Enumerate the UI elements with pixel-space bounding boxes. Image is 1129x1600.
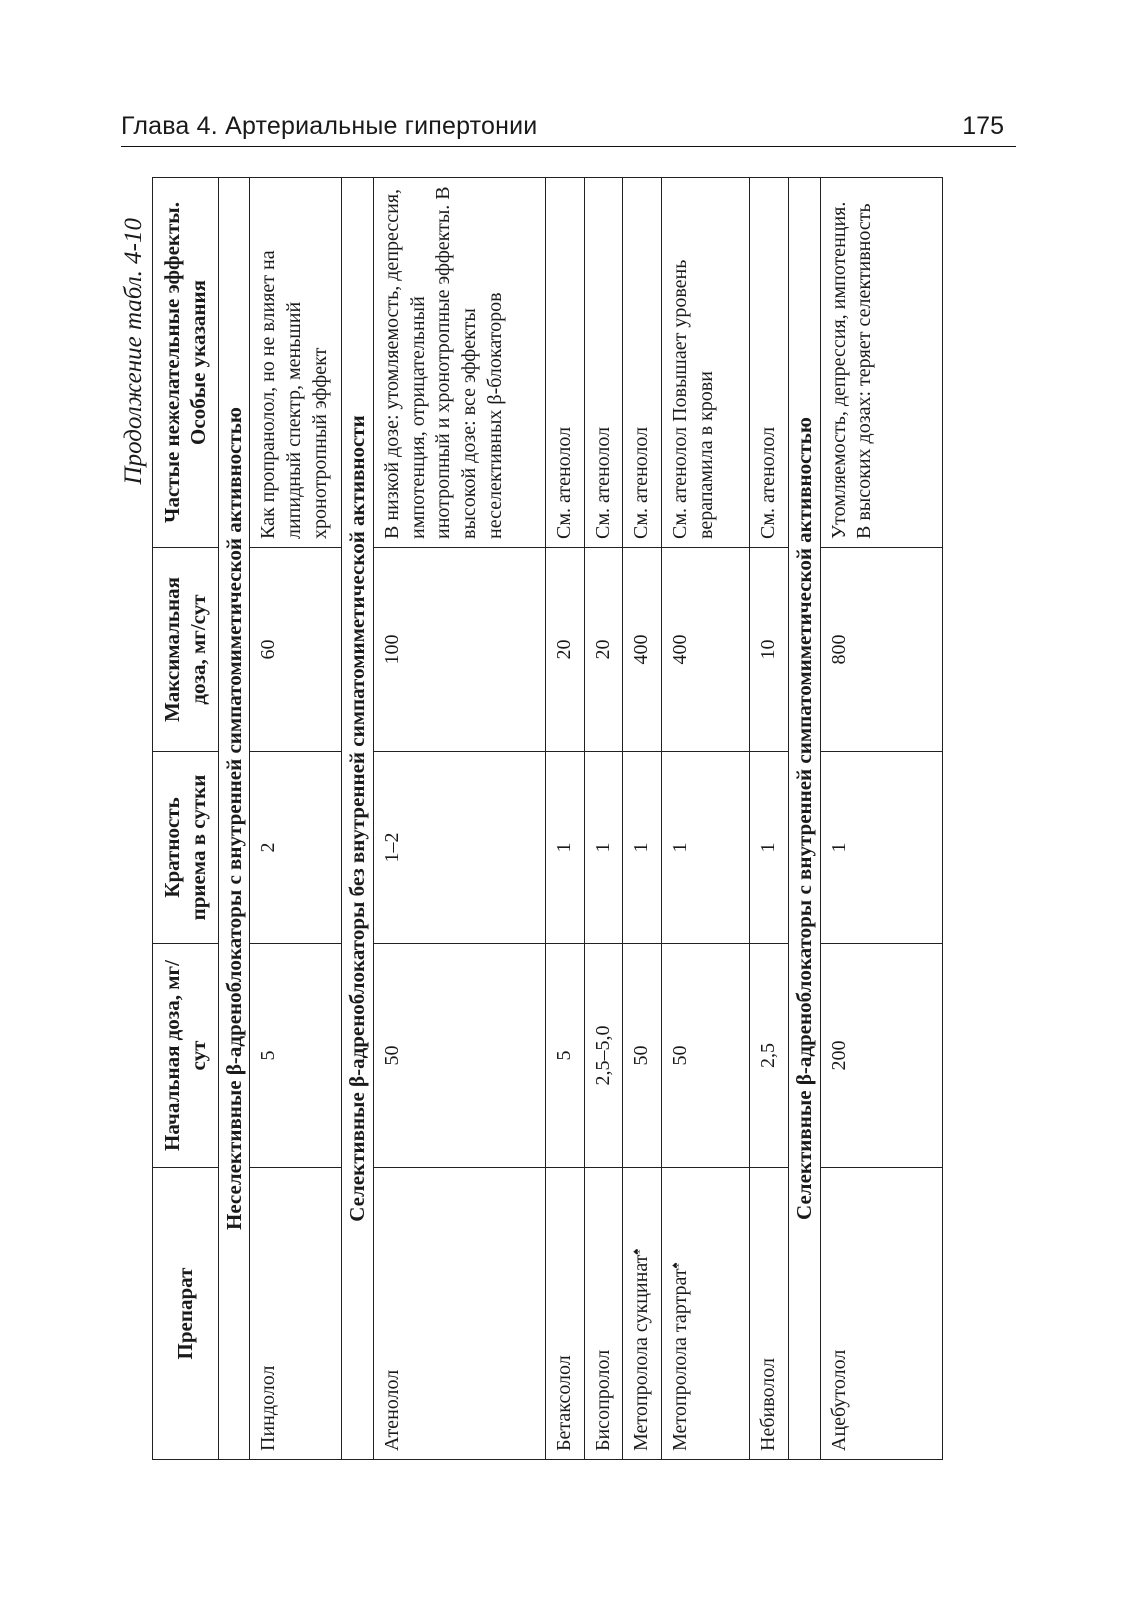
page-header	[121, 108, 1016, 147]
start-dose: 50	[374, 944, 546, 1168]
table-row	[584, 178, 623, 1460]
spade-mark: ♠	[630, 1248, 643, 1255]
table-row	[750, 178, 789, 1460]
notes: См. атенолол	[584, 178, 623, 548]
table-row	[820, 178, 942, 1460]
notes: См. атенолол	[546, 178, 585, 548]
section-row	[788, 178, 820, 1460]
table-row	[623, 178, 662, 1460]
start-dose: 50	[623, 944, 662, 1168]
table-row	[250, 178, 342, 1460]
col-header-max-dose: Максимальная доза, мг/сут	[153, 548, 219, 752]
drug-name-cell	[662, 1168, 750, 1460]
chapter-title: Глава 4. Артериальные гипертонии	[121, 112, 538, 140]
max-dose: 60	[250, 548, 342, 752]
frequency: 1	[584, 752, 623, 944]
max-dose: 10	[750, 548, 789, 752]
page-number: 175	[962, 112, 1004, 140]
max-dose: 800	[820, 548, 942, 752]
notes: См. атенолол	[623, 178, 662, 548]
frequency: 1	[662, 752, 750, 944]
start-dose: 2,5–5,0	[584, 944, 623, 1168]
table-row	[374, 178, 546, 1460]
section-title: Селективные β-адреноблокаторы без внутренней симпатомиметической активности	[342, 178, 374, 1460]
start-dose: 5	[250, 944, 342, 1168]
notes: Как пропранолол, но не влияет на липидный спектр, меньший хронотропный эффект	[250, 178, 342, 548]
max-dose: 400	[623, 548, 662, 752]
col-header-frequency: Кратность приема в сутки	[153, 752, 219, 944]
start-dose: 200	[820, 944, 942, 1168]
col-header-start-dose: Начальная доза, мг/сут	[153, 944, 219, 1168]
max-dose: 20	[546, 548, 585, 752]
table-caption: Продолжение табл. 4-10	[120, 218, 147, 485]
frequency: 1	[750, 752, 789, 944]
drug-name: Атенолол	[374, 1168, 546, 1460]
col-header-drug: Препарат	[153, 1168, 219, 1460]
frequency: 1	[820, 752, 942, 944]
start-dose: 5	[546, 944, 585, 1168]
max-dose: 20	[584, 548, 623, 752]
start-dose: 2,5	[750, 944, 789, 1168]
section-row	[218, 178, 250, 1460]
table-row	[662, 178, 750, 1460]
drug-name: Ацебутолол	[820, 1168, 942, 1460]
table-header-row	[153, 178, 219, 1460]
notes: См. атенолол	[750, 178, 789, 548]
frequency: 1–2	[374, 752, 546, 944]
section-title: Селективные β-адреноблокаторы с внутренней симпатомиметической активностью	[788, 178, 820, 1460]
frequency: 1	[623, 752, 662, 944]
drug-name: Небиволол	[750, 1168, 789, 1460]
section-title: Неселективные β-адреноблокаторы с внутренней симпатомиметической активностью	[218, 178, 250, 1460]
notes: См. атенолол Повышает уровень верапамила в крови	[662, 178, 750, 548]
frequency: 1	[546, 752, 585, 944]
drug-name: Пиндолол	[250, 1168, 342, 1460]
spade-mark: ♠	[669, 1262, 682, 1269]
frequency: 2	[250, 752, 342, 944]
section-row	[342, 178, 374, 1460]
table-row	[546, 178, 585, 1460]
max-dose: 100	[374, 548, 546, 752]
drug-name: Метопролола сукцинат	[630, 1254, 653, 1451]
drug-name: Бисопролол	[584, 1168, 623, 1460]
notes: В низкой дозе: утомляемость, депрессия, импотенция, отрицательный инотропный и хронотропные эффекты. В высокой дозе: все эффекты неселективных β-блокаторов	[374, 178, 546, 548]
drug-name-cell	[623, 1168, 662, 1460]
max-dose: 400	[662, 548, 750, 752]
start-dose: 50	[662, 944, 750, 1168]
notes: Утомляемость, депрессия, импотенция. В высоких дозах: теряет селективность	[820, 178, 942, 548]
drug-name: Бетаксолол	[546, 1168, 585, 1460]
drug-name: Метопролола тартрат	[669, 1268, 692, 1451]
col-header-notes: Частые нежелательные эффекты. Особые указания	[153, 178, 219, 548]
drug-table	[152, 177, 943, 1460]
table-container	[152, 178, 942, 1460]
